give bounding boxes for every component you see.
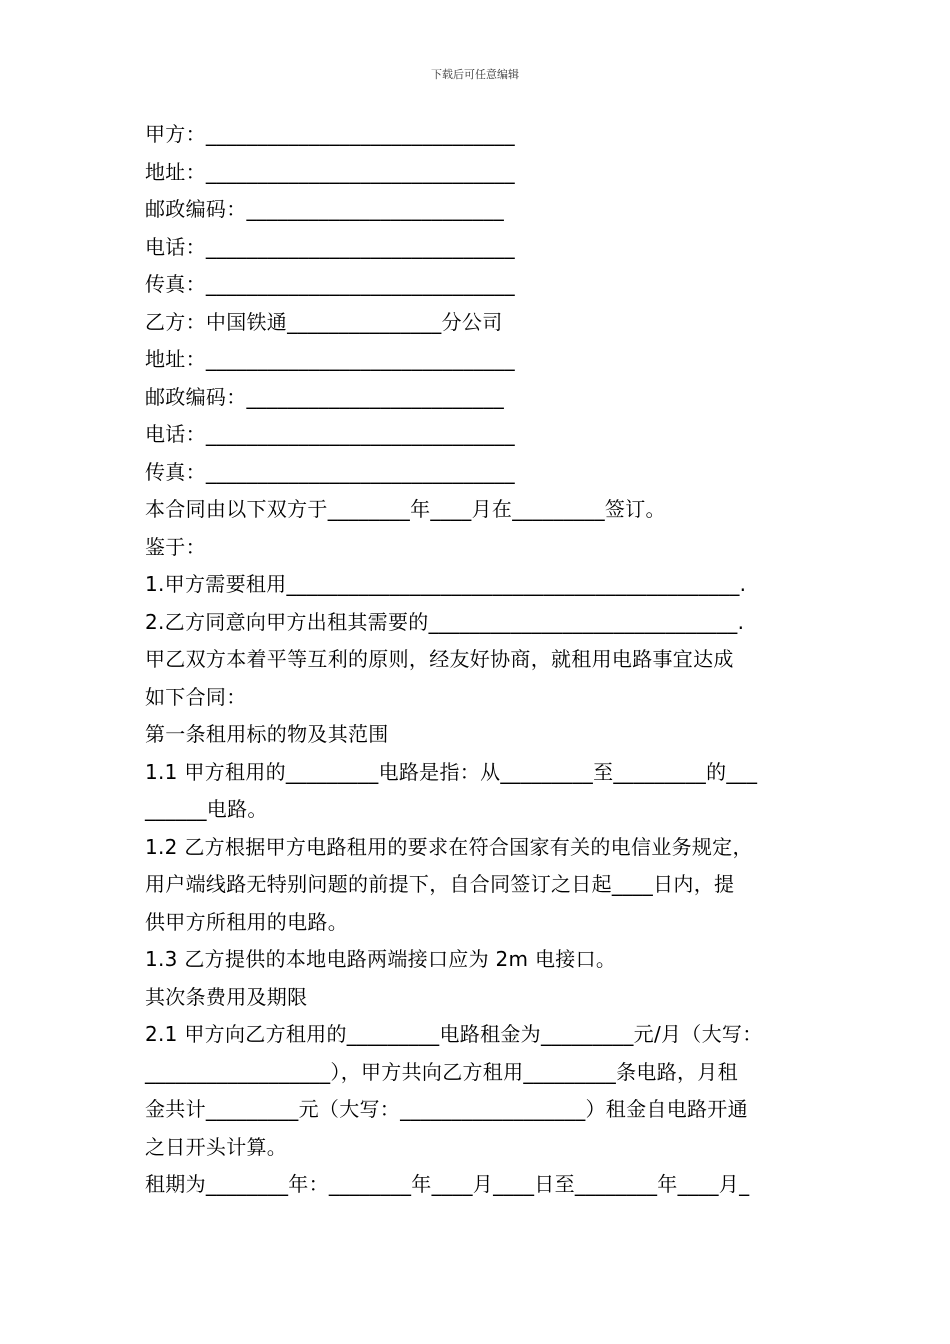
agreement-intro-line-2: 如下合同： [145, 684, 247, 709]
clause-2-1-line-2: __________________），甲方共向乙方租用_________条电路，月租 [145, 1059, 738, 1084]
clause-1-2-line-3: 供甲方所租用的电路。 [145, 909, 348, 934]
clause-1-1-line-2: ______电路。 [145, 797, 268, 821]
clause-1-3: 1.3 乙方提供的本地电路两端接口应为 2m 电接口。 [145, 947, 617, 971]
clause-1-2-line-1: 1.2 乙方根据甲方电路租用的要求在符合国家有关的电信业务规定， [145, 834, 753, 859]
clause-2-1-line-1: 2.1 甲方向乙方租用的_________电路租金为_________元/月（大写： [145, 1022, 763, 1046]
party-b-phone-line: 电话：______________________________ [145, 422, 515, 446]
article-1-heading: 第一条租用标的物及其范围 [145, 722, 389, 746]
agreement-intro-line-1: 甲乙双方本着平等互利的原则，经友好协商，就租用电路事宜达成 [145, 647, 734, 671]
party-a-address-line: 地址：______________________________ [145, 159, 515, 184]
party-a-phone-line: 电话：______________________________ [145, 234, 515, 259]
article-2-heading: 其次条费用及期限 [145, 984, 308, 1009]
party-b-postcode-line: 邮政编码：_________________________ [145, 384, 504, 409]
signing-line: 本合同由以下双方于________年____月在_________签订。 [145, 497, 666, 521]
party-a-name-line: 甲方：______________________________ [145, 122, 515, 146]
contract-body [145, 116, 815, 1204]
page-header: 下载后可任意编辑 [431, 68, 519, 81]
party-a-postcode-line: 邮政编码：_________________________ [145, 197, 504, 221]
clause-1-1-line-1: 1.1 甲方租用的_________电路是指：从_________至_________的___ [145, 759, 758, 784]
party-a-fax-line: 传真：______________________________ [145, 272, 515, 296]
clause-2-1-line-4: 之日开头计算。 [145, 1134, 288, 1159]
lease-term-line: 租期为________年：________年____月____日至________年____月_ [145, 1172, 750, 1196]
whereas-heading: 鉴于： [145, 534, 206, 559]
party-b-fax-line: 传真：______________________________ [145, 459, 515, 484]
party-b-name-line: 乙方：中国铁通_______________分公司 [145, 309, 503, 334]
party-b-address-line: 地址：______________________________ [145, 347, 515, 371]
clause-2-1-line-3: 金共计_________元（大写：__________________）租金自电路开通 [145, 1097, 748, 1121]
whereas-item-2: 2.乙方同意向甲方出租其需要的______________________________. [145, 609, 745, 634]
whereas-item-1: 1.甲方需要租用____________________________________________. [145, 572, 747, 596]
clause-1-2-line-2: 用户端线路无特别问题的前提下，自合同签订之日起____日内，提 [145, 872, 735, 896]
